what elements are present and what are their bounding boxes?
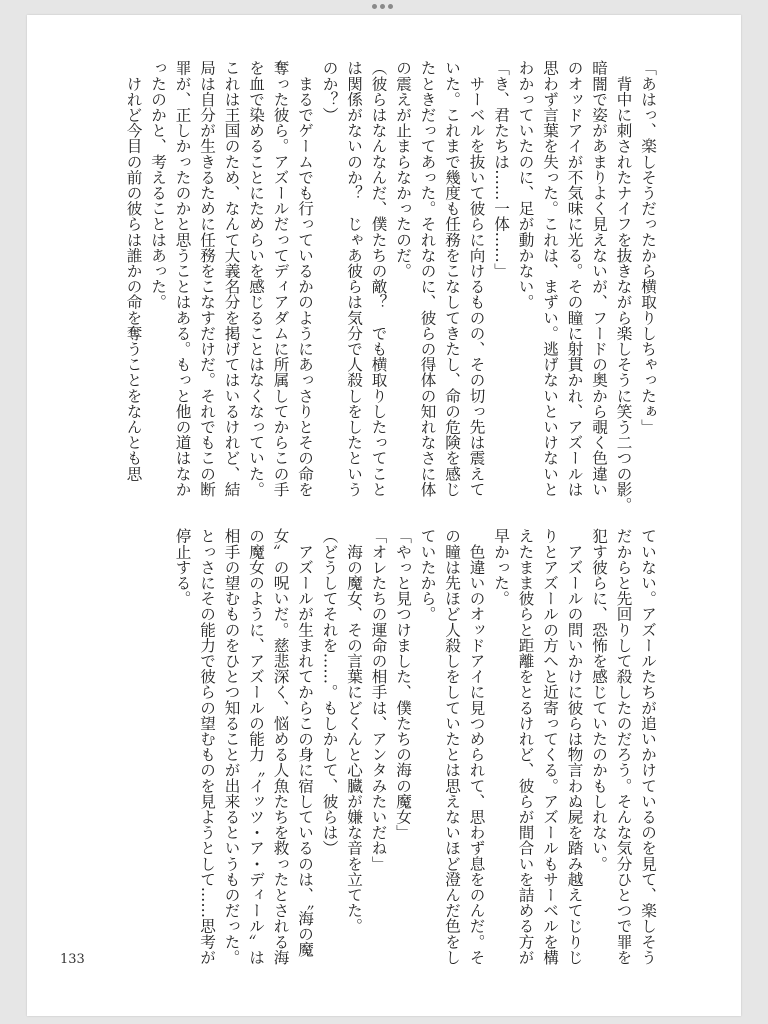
text-line: これは王国のため、なんて大義名分を掲げてはいるけれど、結 xyxy=(222,60,241,497)
text-line: 「あはっ、楽しそうだったから横取りしちゃったぁ」 xyxy=(639,60,657,435)
text-line: たときだってあった。それなのに、彼らの得体の知れなさに体 xyxy=(418,60,437,497)
text-line: だからと先回りして殺したのだろう。そんな気分ひとつで罪を xyxy=(614,528,633,965)
text-block-bottom xyxy=(120,528,660,965)
text-line: 「き、君たちは……一体……」 xyxy=(492,60,510,279)
text-line: 海の魔女、その言葉にどくんと心臓が嫌な音を立てた。 xyxy=(345,528,363,934)
text-line: とっさにその能力で彼らの望むものを見ようとして……思考が xyxy=(198,528,216,965)
text-line: えたまま彼らと距離をとるけれど、彼らが間合いを詰める方が xyxy=(516,528,535,965)
text-line: けれど今目の前の彼らは誰かの命を奪うことをなんとも思 xyxy=(124,60,143,482)
dot-icon xyxy=(372,4,377,9)
text-line: 早かった。 xyxy=(492,528,510,606)
text-line: の震えが止まらなかったのだ。 xyxy=(394,60,412,279)
text-line: サーベルを抜いて彼らに向けるものの、その切っ先は震えて xyxy=(467,60,486,497)
page-number: 133 xyxy=(60,952,85,967)
text-line: （どうしてそれを……。もしかして、彼らは） xyxy=(320,528,339,856)
text-line: 奪った彼ら。アズールだってディアダムに所属してからこの手 xyxy=(271,60,290,497)
text-line: 停止する。 xyxy=(173,528,192,606)
text-line: わかっていたのに、足が動かない。 xyxy=(516,60,535,310)
text-line: 犯す彼らに、恐怖を感じていたのかもしれない。 xyxy=(590,528,608,872)
text-line: 罪が、正しかったのかと思うことはある。もっと他の道はなか xyxy=(173,60,192,497)
text-line: ていたから。 xyxy=(418,528,437,622)
text-line: は関係がないのか？ じゃあ彼らは気分で人殺しをしたという xyxy=(345,60,363,497)
text-line: アズールが生まれてからこの身に宿しているのは、〝海の魔 xyxy=(296,528,314,957)
text-line: 女〟の呪いだ。慈悲深く、悩める人魚たちを救ったとされる海 xyxy=(271,528,290,965)
text-line: を血で染めることにためらいを感じることはなくなっていた。 xyxy=(247,60,265,497)
window-handle[interactable] xyxy=(372,4,393,9)
text-line: まるでゲームでも行っているかのようにあっさりとその命を xyxy=(296,60,314,497)
text-line: の瞳は先ほど人殺しをしていたとは思えないほど澄んだ色をし xyxy=(443,528,461,965)
text-line: 相手の望むものをひとつ知ることが出来るというものだった。 xyxy=(222,528,241,965)
text-line: 暗闇で姿があまりよく見えないが、フードの奥から覗く色違い xyxy=(590,60,608,497)
text-line: の魔女のように、アズールの能力〝イッツ・ア・ディール〟は xyxy=(247,528,265,965)
text-line: （彼らはなんなんだ、僕たちの敵？ でも横取りしたってこと xyxy=(369,60,388,497)
text-line: のオッドアイが不気味に光る。その瞳に射貫かれ、アズールは xyxy=(565,60,584,497)
text-line: 背中に刺されたナイフを抜きながら楽しそうに笑う二つの影。 xyxy=(614,60,633,513)
dot-icon xyxy=(388,4,393,9)
text-line: アズールの問いかけに彼らは物言わぬ屍を踏み越えてじりじ xyxy=(565,528,584,965)
text-line: 思わず言葉を失った。これは、まずい。逃げないといけないと xyxy=(541,60,559,497)
text-line: いた。これまで幾度も任務をこなしてきたし、命の危険を感じ xyxy=(443,60,461,497)
text-line: 色違いのオッドアイに見つめられて、思わず息をのんだ。そ xyxy=(467,528,486,965)
text-line: 「やっと見つけました、僕たちの海の魔女」 xyxy=(394,528,412,840)
text-block-top xyxy=(120,60,660,520)
text-line: のか？） xyxy=(320,60,339,123)
text-line: ていない。アズールたちが追いかけているのを見て、楽しそう xyxy=(639,528,657,965)
text-line: ったのかと、考えることはあった。 xyxy=(149,60,167,310)
dot-icon xyxy=(380,4,385,9)
text-line: りとアズールの方へと近寄ってくる。アズールもサーベルを構 xyxy=(541,528,559,965)
text-line: 「オレたちの運命の相手は、アンタみたいだね」 xyxy=(369,528,388,872)
text-line: 局は自分が生きるために任務をこなすだけだ。それでもこの断 xyxy=(198,60,216,497)
